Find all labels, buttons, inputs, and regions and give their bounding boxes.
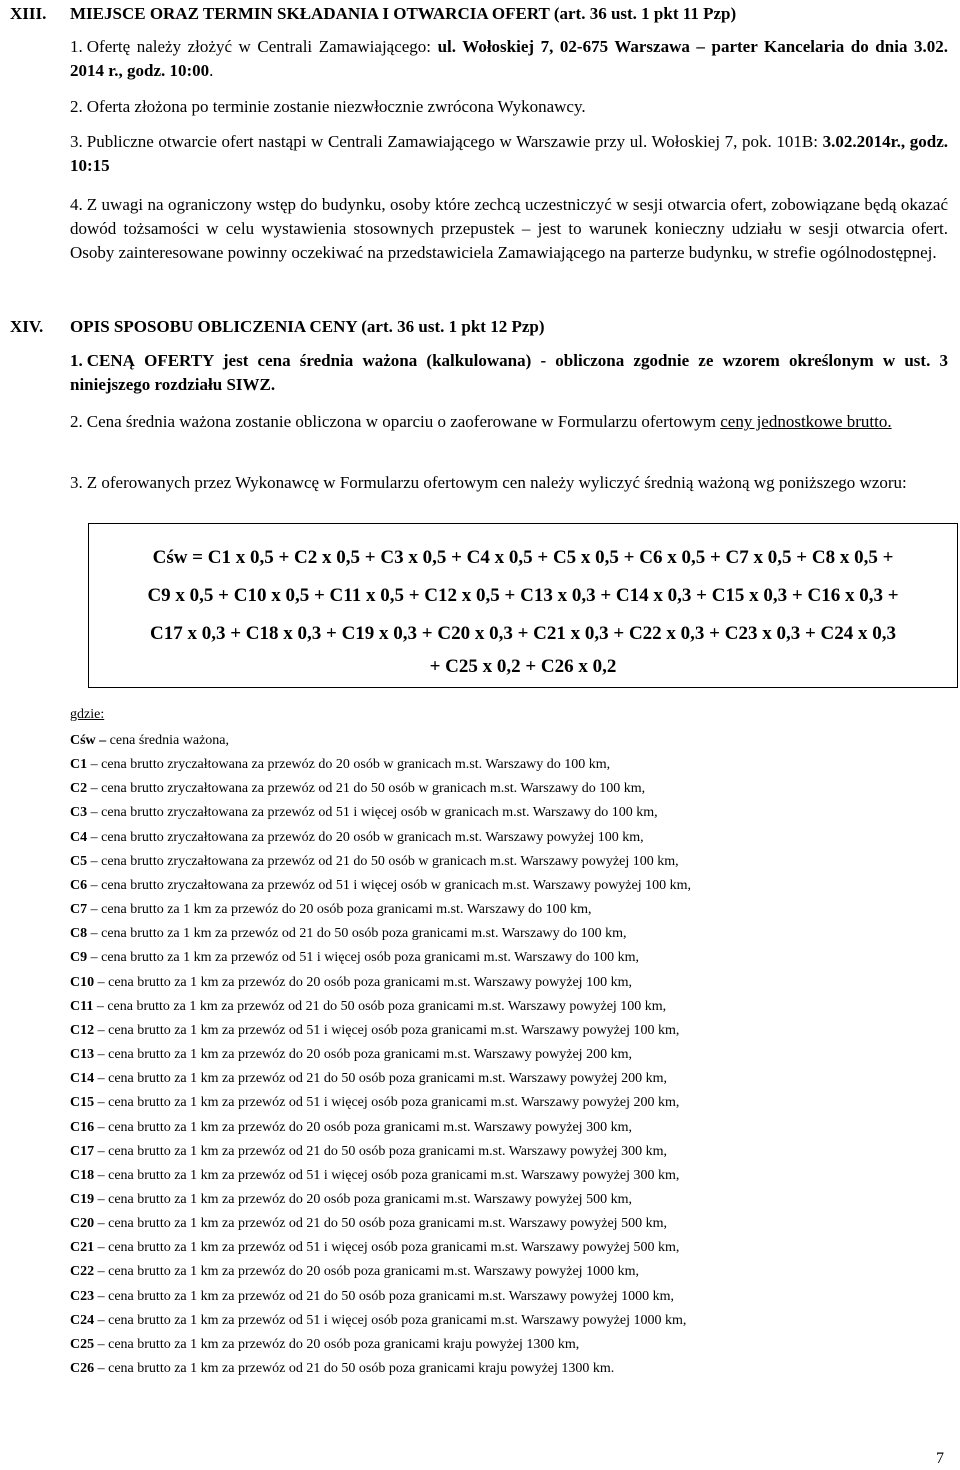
item-text: Ofertę należy złożyć w Centrali Zamawiającego: bbox=[86, 37, 438, 56]
legend-row bbox=[70, 971, 930, 995]
legend-symbol: C5 bbox=[70, 853, 88, 869]
item-number: 4. bbox=[70, 195, 83, 214]
legend-description: – cena brutto za 1 km za przewóz od 51 i więcej osób poza granicami m.st. Warszawy powyżej 1000 km, bbox=[94, 1312, 687, 1328]
legend-symbol: C18 bbox=[70, 1167, 95, 1183]
legend-row bbox=[70, 850, 930, 874]
section-13-item-2 bbox=[70, 95, 948, 119]
legend-description: – cena brutto za 1 km za przewóz do 20 osób poza granicami m.st. Warszawy powyżej 200 km, bbox=[94, 1047, 632, 1063]
legend-row bbox=[70, 1164, 930, 1188]
item-number: 1. bbox=[70, 37, 83, 56]
legend-row bbox=[70, 753, 930, 777]
page-number: 7 bbox=[936, 1450, 944, 1467]
legend-row bbox=[70, 1260, 930, 1284]
item-text: Cena średnia ważona zostanie obliczona w oparciu o zaoferowane w Formularzu ofertowym bbox=[86, 412, 721, 431]
legend-row bbox=[70, 1333, 930, 1357]
legend-symbol: C9 bbox=[70, 950, 88, 966]
legend-symbol: C3 bbox=[70, 805, 88, 821]
legend-row bbox=[70, 1019, 930, 1043]
item-text: Oferta złożona po terminie zostanie niezwłocznie zwrócona Wykonawcy. bbox=[86, 97, 586, 116]
legend-description: – cena brutto zryczałtowana za przewóz od 21 do 50 osób w granicach m.st. Warszawy do 100 km, bbox=[87, 781, 646, 797]
section-13-heading bbox=[10, 3, 736, 25]
legend-row bbox=[70, 801, 930, 825]
formula-line-3: C17 x 0,3 + C18 x 0,3 + C19 x 0,3 + C20 x 0,3 + C21 x 0,3 + C22 x 0,3 + C23 x 0,3 + C24 x 0,3 bbox=[149, 623, 897, 644]
legend-symbol: C22 bbox=[70, 1264, 95, 1280]
legend-symbol: C8 bbox=[70, 926, 88, 942]
legend-row bbox=[70, 995, 930, 1019]
legend-symbol: C2 bbox=[70, 781, 88, 797]
legend-list bbox=[70, 729, 930, 1381]
legend-symbol: C21 bbox=[70, 1240, 95, 1256]
legend-description: – cena brutto za 1 km za przewóz do 20 osób poza granicami m.st. Warszawy powyżej 300 km, bbox=[94, 1119, 632, 1135]
legend-symbol: C16 bbox=[70, 1119, 95, 1135]
formula-line-2: C9 x 0,5 + C10 x 0,5 + C11 x 0,5 + C12 x 0,5 + C13 x 0,3 + C14 x 0,3 + C15 x 0,3 + C16 x 0,3 + bbox=[147, 585, 899, 606]
legend-row bbox=[70, 1309, 930, 1333]
item-text-bold: CENĄ OFERTY jest cena średnia ważona (kalkulowana) - obliczona zgodnie ze wzorem określonym w ust. 3 niniejszego rozdziału SIWZ. bbox=[70, 351, 948, 394]
legend-symbol: C14 bbox=[70, 1071, 95, 1087]
legend-description: – cena brutto za 1 km za przewóz od 21 do 50 osób poza granicami m.st. Warszawy powyżej 100 km, bbox=[93, 998, 667, 1014]
item-number: 1. bbox=[70, 351, 83, 370]
item-text-underlined: ceny jednostkowe brutto. bbox=[720, 412, 892, 431]
legend-row bbox=[70, 946, 930, 970]
legend-row bbox=[70, 1116, 930, 1140]
legend-symbol: C1 bbox=[70, 757, 88, 773]
section-13-item-1 bbox=[70, 35, 948, 83]
legend-symbol: C19 bbox=[70, 1191, 95, 1207]
legend-row bbox=[70, 729, 930, 753]
legend-symbol: Cśw – bbox=[70, 733, 107, 748]
legend-row bbox=[70, 898, 930, 922]
legend-description: – cena brutto za 1 km za przewóz od 21 do 50 osób poza granicami m.st. Warszawy do 100 km, bbox=[87, 926, 627, 942]
section-13-item-4 bbox=[70, 193, 948, 265]
legend-description: – cena brutto za 1 km za przewóz od 51 i więcej osób poza granicami m.st. Warszawy do 100 km, bbox=[87, 950, 639, 966]
section-14-item-2 bbox=[70, 410, 948, 434]
legend-symbol: C7 bbox=[70, 902, 88, 918]
legend-row bbox=[70, 826, 930, 850]
legend-description: – cena brutto za 1 km za przewóz od 51 i więcej osób poza granicami m.st. Warszawy powyżej 300 km, bbox=[94, 1167, 680, 1183]
legend-description: – cena brutto za 1 km za przewóz do 20 osób poza granicami m.st. Warszawy powyżej 500 km, bbox=[94, 1191, 632, 1207]
item-text: Z uwagi na ograniczony wstęp do budynku, osoby które zechcą uczestniczyć w sesji otwarcia ofert, zobowiązane będą okazać dowód tożsamości w celu wystawienia stosownych przepustek – jest to warunek konieczny udziału w sesji otwarcia ofert. Osoby zainteresowane powinny oczekiwać na przedstawiciela Zamawiającego na parterze budynku, w strefie ogólnodostępnej. bbox=[70, 195, 948, 262]
legend-description: – cena brutto za 1 km za przewóz do 20 osób poza granicami kraju powyżej 1300 km, bbox=[94, 1336, 580, 1352]
legend-description: – cena brutto za 1 km za przewóz od 21 do 50 osób poza granicami m.st. Warszawy powyżej 300 km, bbox=[94, 1143, 667, 1159]
section-14-heading bbox=[10, 316, 545, 338]
item-text-bold: 3.02.2014r., godz. 10:15 bbox=[70, 132, 948, 175]
legend-symbol: C26 bbox=[70, 1361, 95, 1377]
legend-row bbox=[70, 1140, 930, 1164]
legend-symbol: C10 bbox=[70, 974, 95, 990]
item-text: . bbox=[209, 61, 214, 80]
legend-row bbox=[70, 1188, 930, 1212]
item-number: 3. bbox=[70, 132, 83, 151]
section-13-title: MIEJSCE ORAZ TERMIN SKŁADANIA I OTWARCIA OFERT (art. 36 ust. 1 pkt 11 Pzp) bbox=[70, 4, 737, 23]
legend-row bbox=[70, 1043, 930, 1067]
item-number: 2. bbox=[70, 412, 83, 431]
legend-symbol: C6 bbox=[70, 877, 88, 893]
legend-symbol: C17 bbox=[70, 1143, 95, 1159]
section-14-number: XIV. bbox=[10, 317, 44, 336]
item-text: Publiczne otwarcie ofert nastąpi w Centrali Zamawiającego w Warszawie przy ul. Wołoskiej 7, pok. 101B: bbox=[86, 132, 823, 151]
section-14-item-1 bbox=[70, 349, 948, 397]
item-number: 2. bbox=[70, 97, 83, 116]
legend-row bbox=[70, 1067, 930, 1091]
legend-description: – cena brutto za 1 km za przewóz od 51 i więcej osób poza granicami m.st. Warszawy powyżej 500 km, bbox=[94, 1240, 680, 1256]
legend-description: – cena brutto zryczałtowana za przewóz od 21 do 50 osób w granicach m.st. Warszawy powyżej 100 km, bbox=[87, 853, 679, 869]
formula-line-1: Cśw = C1 x 0,5 + C2 x 0,5 + C3 x 0,5 + C4 x 0,5 + C5 x 0,5 + C6 x 0,5 + C7 x 0,5 + C8 x 0,5 + bbox=[152, 547, 894, 568]
item-text: Z oferowanych przez Wykonawcę w Formularzu ofertowym cen należy wyliczyć średnią ważoną wg poniższego wzoru: bbox=[86, 473, 907, 492]
section-14-item-3 bbox=[70, 471, 948, 495]
legend-description: – cena brutto zryczałtowana za przewóz do 20 osób w granicach m.st. Warszawy do 100 km, bbox=[87, 757, 611, 773]
legend-row bbox=[70, 777, 930, 801]
legend-symbol: C25 bbox=[70, 1336, 95, 1352]
legend-symbol: C12 bbox=[70, 1022, 95, 1038]
section-13-item-3 bbox=[70, 130, 948, 178]
section-14-title: OPIS SPOSOBU OBLICZENIA CENY (art. 36 ust. 1 pkt 12 Pzp) bbox=[70, 317, 545, 336]
legend-symbol: C20 bbox=[70, 1216, 95, 1232]
legend-description: – cena brutto za 1 km za przewóz do 20 osób poza granicami m.st. Warszawy do 100 km, bbox=[87, 902, 592, 918]
legend-row bbox=[70, 1285, 930, 1309]
legend-description: – cena brutto zryczałtowana za przewóz od 51 i więcej osób w granicach m.st. Warszawy do 100 km, bbox=[87, 805, 658, 821]
legend-symbol: C4 bbox=[70, 829, 88, 845]
legend-description: – cena brutto za 1 km za przewóz od 21 do 50 osób poza granicami m.st. Warszawy powyżej 500 km, bbox=[94, 1216, 667, 1232]
legend-description: – cena brutto za 1 km za przewóz od 21 do 50 osób poza granicami m.st. Warszawy powyżej 200 km, bbox=[94, 1071, 667, 1087]
legend-row bbox=[70, 1091, 930, 1115]
legend-description: – cena brutto zryczałtowana za przewóz od 51 i więcej osób w granicach m.st. Warszawy powyżej 100 km, bbox=[87, 877, 692, 893]
legend-description: – cena brutto zryczałtowana za przewóz do 20 osób w granicach m.st. Warszawy powyżej 100 km, bbox=[87, 829, 644, 845]
legend-row bbox=[70, 1236, 930, 1260]
legend-row bbox=[70, 922, 930, 946]
legend-label: gdzie: bbox=[70, 707, 105, 722]
legend-description: cena średnia ważona, bbox=[106, 733, 229, 748]
legend-description: – cena brutto za 1 km za przewóz do 20 osób poza granicami m.st. Warszawy powyżej 100 km, bbox=[94, 974, 632, 990]
formula-line-4: + C25 x 0,2 + C26 x 0,2 bbox=[429, 656, 617, 677]
legend-row bbox=[70, 1357, 930, 1381]
legend-description: – cena brutto za 1 km za przewóz od 21 do 50 osób poza granicami kraju powyżej 1300 km. bbox=[94, 1361, 615, 1377]
legend-symbol: C13 bbox=[70, 1047, 95, 1063]
legend-description: – cena brutto za 1 km za przewóz do 20 osób poza granicami m.st. Warszawy powyżej 1000 km, bbox=[94, 1264, 639, 1280]
section-13-number: XIII. bbox=[10, 4, 47, 23]
item-number: 3. bbox=[70, 473, 83, 492]
item-text-bold: ul. Wołoskiej 7, 02-675 Warszawa – parter Kancelaria do dnia 3.02. 2014 r., godz. 10:00 bbox=[70, 37, 948, 80]
legend-description: – cena brutto za 1 km za przewóz od 51 i więcej osób poza granicami m.st. Warszawy powyżej 200 km, bbox=[94, 1095, 680, 1111]
legend-symbol: C15 bbox=[70, 1095, 95, 1111]
formula-box bbox=[88, 523, 958, 688]
legend-symbol: C23 bbox=[70, 1288, 95, 1304]
legend-description: – cena brutto za 1 km za przewóz od 51 i więcej osób poza granicami m.st. Warszawy powyżej 100 km, bbox=[94, 1022, 680, 1038]
legend-row bbox=[70, 1212, 930, 1236]
legend-row bbox=[70, 874, 930, 898]
legend-symbol: C24 bbox=[70, 1312, 95, 1328]
legend-symbol: C11 bbox=[70, 998, 94, 1014]
legend-description: – cena brutto za 1 km za przewóz od 21 do 50 osób poza granicami m.st. Warszawy powyżej 1000 km, bbox=[94, 1288, 674, 1304]
